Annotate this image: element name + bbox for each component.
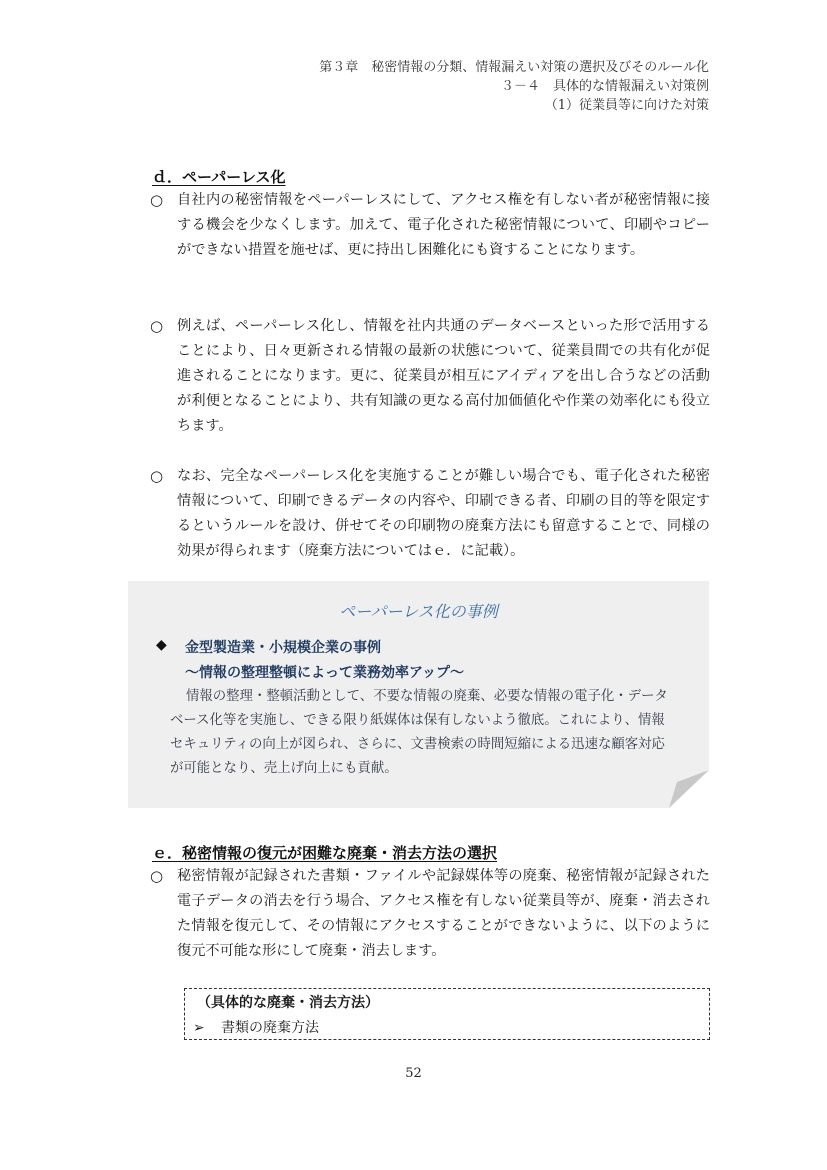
page-number: 52 <box>405 1066 422 1081</box>
section-d-paragraph-2 <box>150 314 710 439</box>
paragraph-text: 例えば、ペーパーレス化し、情報を社内共通のデータベースといった形で活用することにより、日々更新される情報の最新の状態について、従業員間での共有化が促進されることになります。更に、従業員が相互にアイディアを出し合うなどの活動が利便となることにより、共有知識の更なる高付加価値化や作業の効率化にも役立ちます。 <box>177 318 710 434</box>
list-item <box>193 1017 319 1037</box>
diamond-bullet-icon: ◆ <box>156 637 167 653</box>
list-item-label: 書類の廃棄方法 <box>221 1020 319 1036</box>
case-example-box <box>128 581 709 808</box>
page-curl-icon <box>669 770 709 808</box>
header-subsection: （1）従業員等に向けた対策 <box>544 98 709 113</box>
disposal-methods-box <box>184 988 710 1040</box>
section-d-paragraph-3 <box>150 464 710 564</box>
case-box-title: ペーパーレス化の事例 <box>339 602 498 621</box>
arrow-bullet-icon: ➢ <box>193 1020 205 1036</box>
case-body-text: 情報の整理・整頓活動として、不要な情報の廃棄、必要な情報の電子化・データベース化等を実施し、できる限り紙媒体は保有しないよう徹底。これにより、情報セキュリティの向上が図られ、さらに、文書検索の時間短縮による迅速な顧客対応が可能となり、売上げ向上にも貢献。 <box>170 689 668 776</box>
disposal-methods-title: （具体的な廃棄・消去方法） <box>197 995 379 1011</box>
case-heading: 金型製造業・小規模企業の事例 <box>185 640 381 656</box>
paragraph-text: 秘密情報が記録された書類・ファイルや記録媒体等の廃棄、秘密情報が記録された電子データの消去を行う場合、アクセス権を有しない従業員等が、廃棄・消去された情報を復元して、その情報にアクセスすることができないように、以下のように復元不可能な形にして廃棄・消去します。 <box>177 868 710 959</box>
case-subheading: ～情報の整理整頓によって業務効率アップ～ <box>185 665 465 681</box>
paragraph-text: 自社内の秘密情報をペーパーレスにして、アクセス権を有しない者が秘密情報に接する機会を少なくします。加えて、電子化された秘密情報について、印刷やコピーができない措置を施せば、更に持出し困難化にも資することになります。 <box>177 192 710 258</box>
circle-bullet-icon: ○ <box>150 317 164 335</box>
circle-bullet-icon: ○ <box>150 867 164 885</box>
header-section: ３－４ 具体的な情報漏えい対策例 <box>500 79 709 94</box>
section-d-title: ｄ．ペーパーレス化 <box>152 168 286 186</box>
section-e-paragraph <box>150 864 710 964</box>
header-chapter: 第３章 秘密情報の分類、情報漏えい対策の選択及びそのルール化 <box>319 60 709 75</box>
paragraph-text: なお、完全なペーパーレス化を実施することが難しい場合でも、電子化された秘密情報について、印刷できるデータの内容や、印刷できる者、印刷の目的等を限定するというルールを設け、併せてその印刷物の廃棄方法にも留意することで、同様の効果が得られます（廃棄方法についてはｅ．に記載）。 <box>177 468 710 559</box>
page-header <box>319 58 709 115</box>
circle-bullet-icon: ○ <box>150 467 164 485</box>
section-e-title: ｅ．秘密情報の復元が困難な廃棄・消去方法の選択 <box>152 844 498 862</box>
circle-bullet-icon: ○ <box>150 191 164 209</box>
section-d-paragraph-1 <box>150 188 710 263</box>
